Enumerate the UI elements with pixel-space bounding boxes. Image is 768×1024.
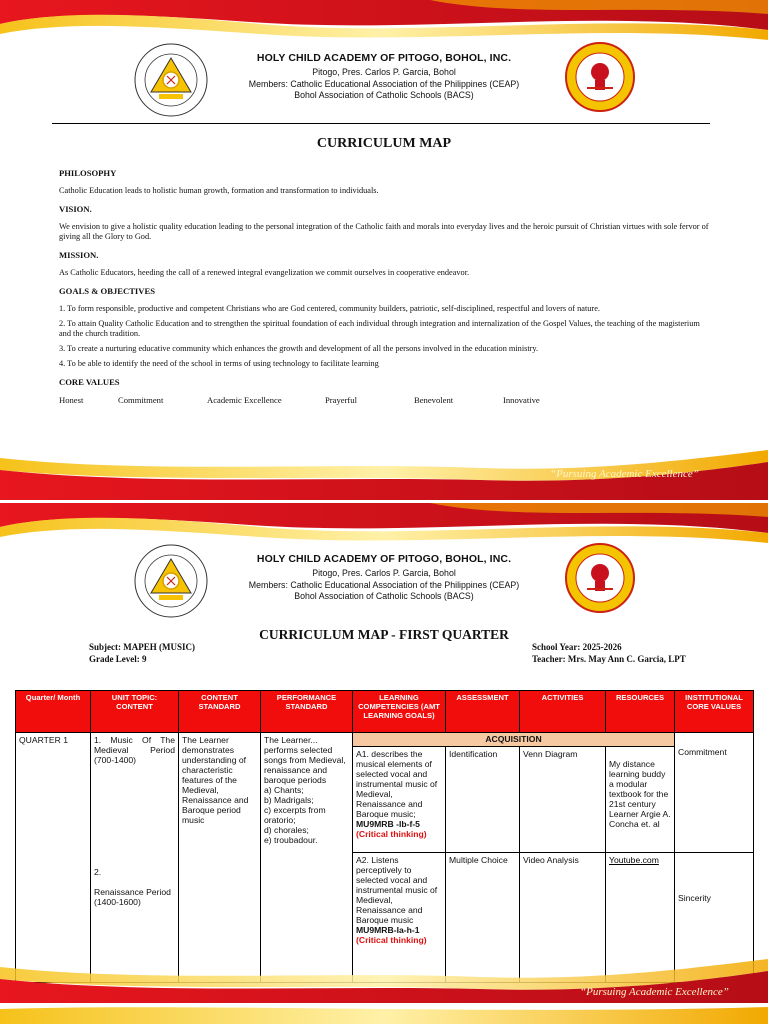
core-value: Benevolent [414, 395, 454, 405]
catholic-schools-association-seal-icon [133, 543, 209, 619]
header-divider [52, 123, 710, 124]
page-1 [0, 0, 768, 500]
unit-topic-2: Renaissance Period (1400-1600) [94, 887, 171, 907]
core-value: Honest [59, 395, 84, 405]
school-info [200, 52, 568, 102]
performance-item: d) chorales; [264, 825, 309, 835]
assessment-cell: Multiple Choice [446, 853, 520, 983]
page-title: CURRICULUM MAP [316, 136, 452, 151]
page-title: CURRICULUM MAP - FIRST QUARTER [259, 627, 509, 642]
performance-intro: The Learner... performs selected songs from Medieval, renaissance and baroque periods [264, 735, 346, 785]
philosophy-heading: PHILOSOPHY [59, 168, 117, 178]
school-header [0, 42, 768, 112]
page-2 [0, 503, 768, 1024]
core-value: Innovative [503, 395, 540, 405]
table-header-row [16, 691, 754, 733]
performance-standard-cell [261, 733, 353, 983]
curriculum-intro [59, 168, 709, 405]
resource-link[interactable]: Youtube.com [609, 855, 659, 865]
competency-skill: (Critical thinking) [356, 935, 427, 945]
column-header: RESOURCES [606, 691, 675, 733]
school-address: Pitogo, Pres. Carlos P. Garcia, Bohol [312, 67, 456, 77]
school-info [200, 553, 568, 603]
activity-cell: Venn Diagram [520, 747, 606, 853]
goal-item: 1. To form responsible, productive and competent Christians who are God centered, community builders, patriotic, self-disciplined, respectful and lovers of nature. [59, 304, 600, 313]
goal-item: 3. To create a nurturing educative community which enhances the growth and development of all the persons involved in the education ministry. [59, 344, 539, 353]
performance-item: e) troubadour. [264, 835, 318, 845]
resource-cell: My distance learning buddy a modular textbook for the 21st century Learner Argie A. Concha et. al [606, 747, 675, 853]
school-members: Members: Catholic Educational Association of the Philippines (CEAP) [248, 579, 520, 590]
school-name: HOLY CHILD ACADEMY OF PITOGO, BOHOL, INC. [256, 553, 512, 565]
teacher-label: Teacher: Mrs. May Ann C. Garcia, LPT [532, 653, 686, 664]
motto: “Pursuing Academic Excellence” [580, 986, 729, 998]
unit-topic-2-number: 2. [94, 867, 102, 877]
mission-heading: MISSION. [59, 250, 99, 260]
activity-cell: Video Analysis [520, 853, 606, 983]
catholic-schools-association-seal-icon [133, 42, 209, 118]
core-value: Prayerful [325, 395, 357, 405]
holy-child-academy-seal-icon [565, 42, 635, 112]
column-header: UNIT TOPIC: CONTENT [91, 691, 179, 733]
goals-heading: GOALS & OBJECTIVES [59, 286, 155, 296]
competency-cell [353, 747, 446, 853]
performance-item: b) Madrigals; [264, 795, 314, 805]
subject-info [89, 642, 195, 665]
school-name: HOLY CHILD ACADEMY OF PITOGO, BOHOL, INC. [256, 52, 512, 64]
column-header: ASSESSMENT [446, 691, 520, 733]
philosophy-text: Catholic Education leads to holistic human growth, formation and transformation to individuals. [59, 186, 379, 195]
school-address: Pitogo, Pres. Carlos P. Garcia, Bohol [312, 568, 456, 578]
assessment-cell: Identification [446, 747, 520, 853]
competency-skill: (Critical thinking) [356, 829, 427, 839]
unit-topic-cell [91, 733, 179, 983]
performance-item: a) Chants; [264, 785, 304, 795]
acquisition-label: ACQUISITION [353, 733, 675, 747]
core-values-spacer [675, 733, 754, 747]
competency-text: A2. Listens perceptively to selected vocal and instrumental music of Medieval, Renaissance and Baroque music [356, 855, 438, 925]
school-year-info [532, 642, 686, 665]
table-row [16, 733, 754, 747]
competency-code: MU9MRB -Ib-f-5 [356, 819, 420, 829]
column-header: CONTENT STANDARD [179, 691, 261, 733]
performance-item: c) excerpts from oratorio; [264, 805, 326, 825]
motto: “Pursuing Academic Excellence” [550, 468, 699, 480]
vision-heading: VISION. [59, 204, 92, 214]
competency-code: MU9MRB-Ia-h-1 [356, 925, 420, 935]
holy-child-academy-seal-icon [565, 543, 635, 613]
school-bacs: Bohol Association of Catholic Schools (BACS) [294, 591, 474, 601]
core-value: Commitment [118, 395, 164, 405]
core-values-heading: CORE VALUES [59, 377, 120, 387]
curriculum-table [15, 690, 754, 983]
quarter-cell: QUARTER 1 [16, 733, 91, 983]
school-bacs: Bohol Association of Catholic Schools (BACS) [294, 90, 474, 100]
school-members: Members: Catholic Educational Association of the Philippines (CEAP) [248, 78, 520, 89]
unit-topic-1: 1. Music Of The Medieval Period (700-1400) [94, 735, 175, 765]
grade-label: Grade Level: 9 [89, 653, 147, 664]
school-header [0, 543, 768, 613]
competency-text: A1. describes the musical elements of selected vocal and instrumental music of Medieval, Renaissance and Baroque music; [356, 749, 438, 819]
core-value: Academic Excellence [207, 395, 282, 405]
column-header: INSTITUTIONAL CORE VALUES [675, 691, 754, 733]
goal-item: 4. To be able to identify the need of the school in terms of using technology to facilitate learning [59, 359, 379, 368]
content-standard-cell: The Learner demonstrates understanding of characteristic features of the Medieval, Renaissance and Baroque period music [179, 733, 261, 983]
mission-text: As Catholic Educators, heeding the call of a renewed integral evangelization we commit ourselves in cooperative endeavor. [59, 268, 470, 277]
school-year-label: School Year: 2025-2026 [532, 642, 622, 652]
vision-text: We envision to give a holistic quality education leading to the personal integration of the Catholic faith and morals into everyday lives and the heroic pursuit of Christian virtues with sole fervor of giving all the Glory to God. [59, 222, 709, 241]
goal-item: 2. To attain Quality Catholic Education and to strengthen the spiritual foundation of each individual through integration and internalization of the Gospel Values, the teaching of the magisterium and the church tradition. [59, 319, 700, 338]
column-header: ACTIVITIES [520, 691, 606, 733]
core-value-cell: Commitment [675, 747, 754, 853]
core-values-list [59, 395, 709, 405]
core-value-cell: Sincerity [675, 853, 754, 983]
column-header: PERFORMANCE STANDARD [261, 691, 353, 733]
column-header: LEARNING COMPETENCIES (AMT LEARNING GOALS) [353, 691, 446, 733]
subject-label: Subject: MAPEH (MUSIC) [89, 642, 195, 652]
column-header: Quarter/ Month [16, 691, 91, 733]
